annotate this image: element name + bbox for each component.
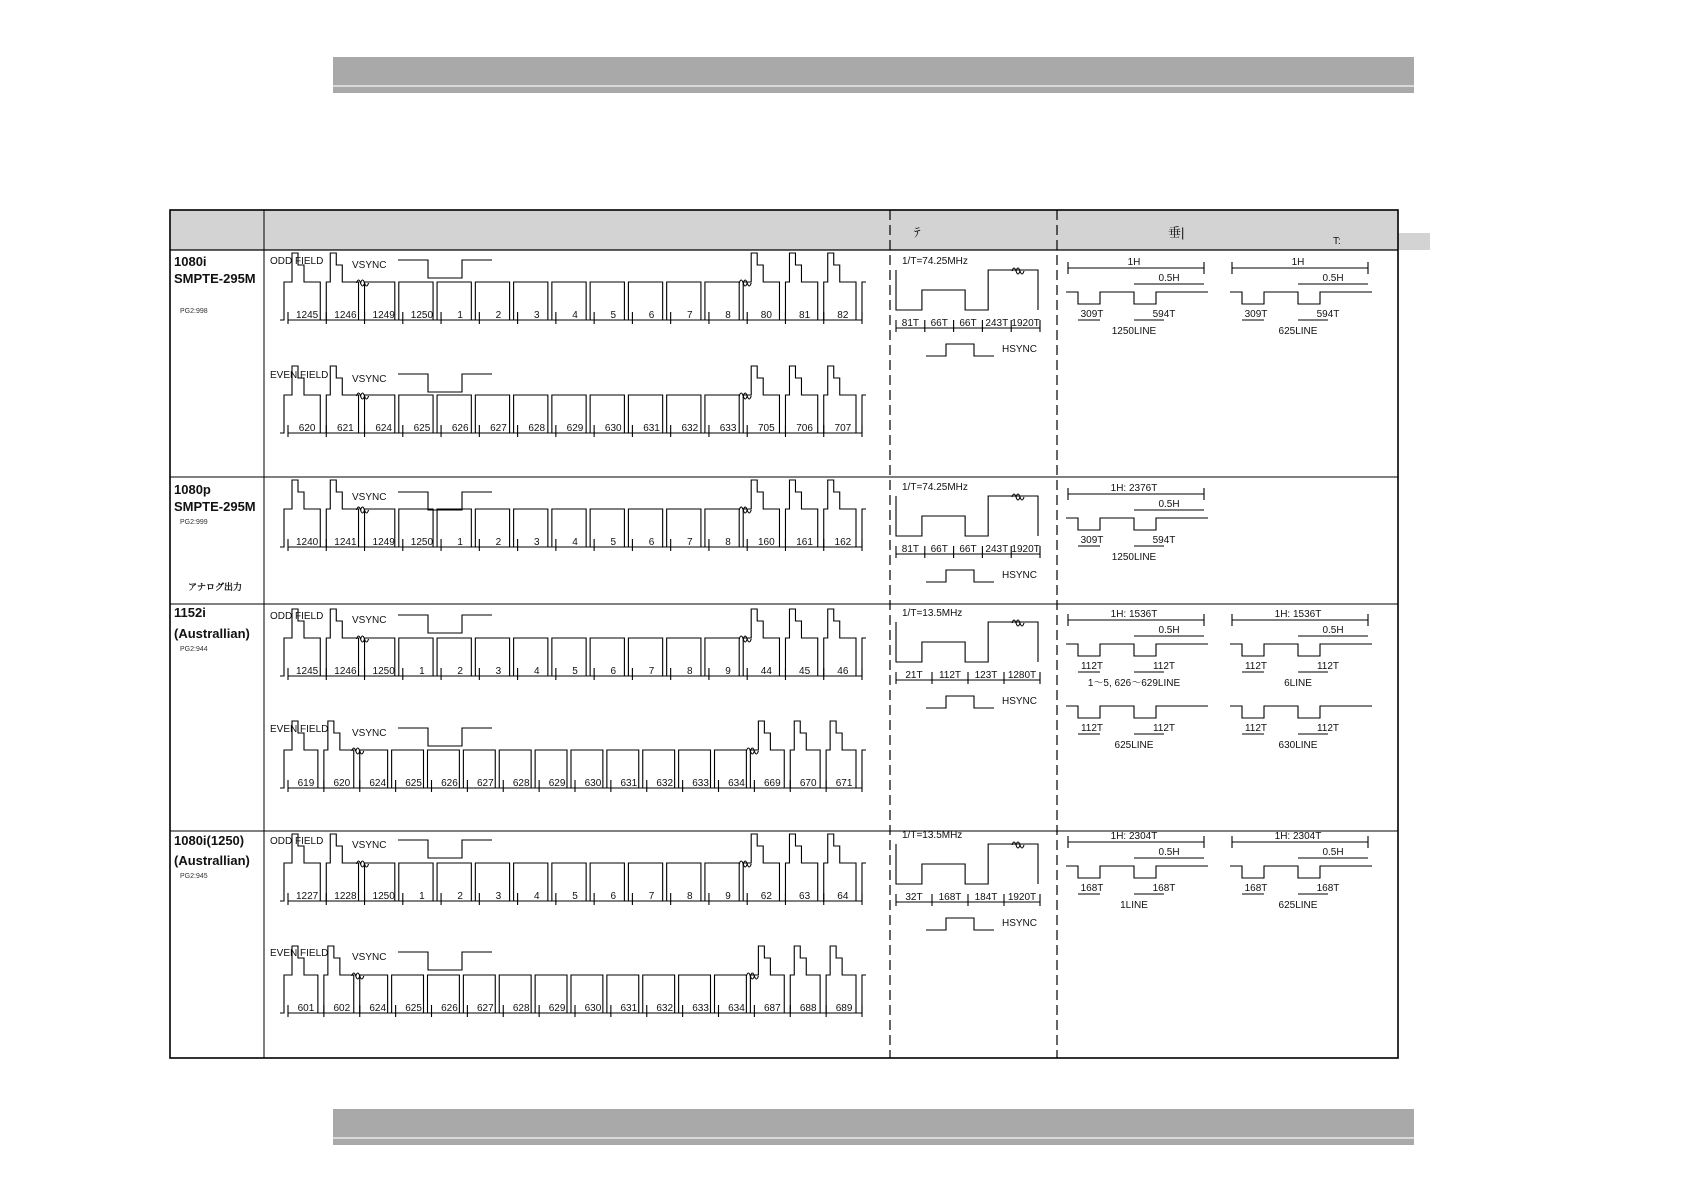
line-caption: 625LINE — [1278, 900, 1318, 911]
pulse-width-label: 594T — [1152, 535, 1176, 546]
line-number-label: 9 — [725, 666, 731, 677]
equalizing-waveform — [1230, 644, 1372, 656]
row-label-2 — [174, 482, 256, 526]
period-label: 1H: 2304T — [1274, 831, 1322, 842]
line-number-label: 3 — [495, 891, 502, 902]
line-number-label: 628 — [512, 778, 530, 789]
header-col4-sublabel: T: — [1333, 236, 1341, 247]
horizontal-timing-row-4 — [896, 830, 1040, 930]
line-number-label: 631 — [620, 1003, 638, 1014]
row-title-line1: 1080i(1250) — [174, 833, 245, 848]
segment-label: 32T — [905, 892, 923, 903]
pulse-width-label: 112T — [1152, 723, 1176, 734]
period-label: 1H — [1291, 257, 1305, 268]
line-number-label: 621 — [337, 423, 354, 434]
line-number-label: 620 — [298, 423, 316, 434]
line-number-label: 670 — [799, 778, 817, 789]
line-number-label: 625 — [405, 778, 422, 789]
vsync-label: VSYNC — [352, 728, 387, 739]
line-number-label: 628 — [528, 423, 546, 434]
break-mark — [1012, 268, 1024, 274]
row-title-line1: 1080i — [174, 254, 207, 269]
line-number-label: 705 — [757, 423, 775, 434]
period-label: 1H: 2376T — [1110, 483, 1158, 494]
break-mark — [1012, 620, 1024, 626]
line-number-label: 9 — [725, 891, 731, 902]
pulse-width-label: 112T — [1080, 661, 1104, 672]
equalizing-waveform — [1230, 866, 1372, 878]
segment-label: 243T — [985, 544, 1009, 555]
field-label: EVEN FIELD — [270, 724, 329, 735]
line-number-label: 626 — [441, 778, 458, 789]
line-number-label: 1245 — [296, 666, 319, 677]
line-number-label: 2 — [495, 310, 502, 321]
half-period-label: 0.5H — [1322, 847, 1344, 858]
row-page-ref: PG2:999 — [180, 519, 208, 526]
segment-label: 66T — [930, 318, 948, 329]
line-number-label: 62 — [760, 891, 772, 902]
vsync-label: VSYNC — [352, 260, 387, 271]
period-label: 1H — [1127, 257, 1141, 268]
line-number-label: 1249 — [372, 310, 395, 321]
line-number-label: 8 — [725, 537, 731, 548]
segment-label: 66T — [959, 318, 977, 329]
line-number-label: 5 — [610, 310, 617, 321]
segment-label: 1280T — [1007, 670, 1037, 681]
pulse-width-label: 309T — [1080, 535, 1104, 546]
pulse-width-label: 168T — [1316, 883, 1340, 894]
line-number-label: 160 — [757, 537, 775, 548]
line-caption: 1LINE — [1120, 900, 1148, 911]
header-col4-label: 垂| — [1168, 225, 1185, 240]
pulse-width-label: 168T — [1152, 883, 1176, 894]
line-number-label: 633 — [692, 778, 709, 789]
line-number-label: 6 — [648, 310, 655, 321]
segment-label: 66T — [930, 544, 948, 555]
line-number-label: 631 — [620, 778, 638, 789]
line-number-label: 627 — [490, 423, 507, 434]
line-number-label: 6 — [610, 666, 617, 677]
line-caption: 1250LINE — [1111, 552, 1157, 563]
row-title-line2: SMPTE-295M — [174, 271, 256, 286]
hsync-pulse — [926, 344, 994, 356]
line-number-label: 81 — [799, 310, 811, 321]
line-number-label: 1250 — [372, 891, 395, 902]
line-number-label: 162 — [834, 537, 852, 548]
vsync-label: VSYNC — [352, 615, 387, 626]
equalizing-waveform — [1230, 706, 1372, 718]
vsync-pulse — [398, 615, 492, 633]
vertical-timing-row-4 — [270, 834, 866, 1017]
line-number-label: 1228 — [334, 891, 357, 902]
line-number-label: 64 — [837, 891, 849, 902]
line-number-label: 80 — [760, 310, 772, 321]
segment-label: 1920T — [1011, 544, 1040, 555]
equalizing-waveform — [1066, 292, 1208, 304]
clock-label: 1/T=13.5MHz — [902, 608, 963, 619]
row-label-1 — [174, 254, 256, 315]
pulse-width-label: 112T — [1316, 661, 1340, 672]
line-number-label: 689 — [835, 1003, 853, 1014]
equalizing-row-1 — [1066, 257, 1372, 337]
segment-label: 243T — [985, 318, 1009, 329]
break-mark — [739, 507, 751, 513]
equalizing-pulse-diagrams — [1066, 257, 1372, 911]
vsync-label: VSYNC — [352, 952, 387, 963]
segment-label: 1920T — [1011, 318, 1040, 329]
line-number-label: 602 — [333, 1003, 351, 1014]
field-label: EVEN FIELD — [270, 948, 329, 959]
row-title-line1: 1152i — [174, 605, 206, 620]
vsync-pulse — [398, 840, 492, 858]
header-col3-label: ﾃ — [914, 225, 921, 240]
line-number-label: 82 — [837, 310, 849, 321]
vsync-pulse — [398, 260, 492, 278]
pulse-width-label: 112T — [1080, 723, 1104, 734]
pulse-width-label: 309T — [1244, 309, 1268, 320]
horizontal-timing-row-1 — [896, 256, 1040, 356]
equalizing-waveform — [1230, 292, 1372, 304]
line-number-label: 1250 — [372, 666, 395, 677]
line-number-label: 619 — [297, 778, 315, 789]
line-number-label: 669 — [763, 778, 781, 789]
hsync-label: HSYNC — [1002, 344, 1038, 355]
vertical-timing-row-2 — [280, 480, 866, 551]
break-mark — [739, 280, 751, 286]
row-label-3 — [174, 605, 250, 653]
pulse-width-label: 168T — [1244, 883, 1268, 894]
hsync-waveform — [896, 496, 1038, 536]
line-number-label: 634 — [728, 778, 745, 789]
break-mark — [1012, 842, 1024, 848]
line-number-label: 625 — [405, 1003, 422, 1014]
line-number-label: 632 — [656, 1003, 674, 1014]
line-caption: 1～5, 626～629LINE — [1087, 678, 1181, 689]
row-title-line2: (Australlian) — [174, 626, 250, 641]
equalizing-waveform — [1066, 518, 1208, 530]
segment-label: 123T — [974, 670, 998, 681]
pulse-width-label: 112T — [1244, 723, 1268, 734]
line-number-label: 620 — [333, 778, 351, 789]
line-number-label: 63 — [799, 891, 811, 902]
line-number-label: 161 — [796, 537, 813, 548]
half-period-label: 0.5H — [1322, 273, 1344, 284]
hsync-pulse — [926, 696, 994, 708]
hsync-waveform — [896, 844, 1038, 884]
line-number-label: 671 — [835, 778, 853, 789]
pulse-width-label: 309T — [1080, 309, 1104, 320]
line-number-label: 706 — [796, 423, 813, 434]
line-number-label: 6 — [648, 537, 655, 548]
pulse-width-label: 112T — [1244, 661, 1268, 672]
hsync-waveform — [896, 270, 1038, 310]
line-number-label: 624 — [375, 423, 393, 434]
line-number-label: 6 — [610, 891, 617, 902]
line-number-label: 3 — [533, 537, 540, 548]
half-period-label: 0.5H — [1158, 273, 1180, 284]
vsync-label: VSYNC — [352, 374, 387, 385]
hsync-label: HSYNC — [1002, 570, 1038, 581]
line-number-label: 7 — [687, 537, 693, 548]
line-number-label: 630 — [604, 423, 622, 434]
break-mark — [746, 748, 758, 754]
line-number-label: 1249 — [372, 537, 395, 548]
segment-label: 1920T — [1007, 892, 1037, 903]
line-number-label: 2 — [457, 666, 463, 677]
vsync-pulse — [398, 492, 492, 510]
pulse-width-label: 594T — [1152, 309, 1176, 320]
line-number-label: 3 — [533, 310, 540, 321]
line-caption: 630LINE — [1278, 740, 1318, 751]
table-header-fill — [170, 210, 1398, 250]
hsync-label: HSYNC — [1002, 918, 1038, 929]
vertical-timing-diagrams — [270, 253, 866, 1017]
equalizing-row-4 — [1066, 831, 1372, 911]
line-number-label: 627 — [476, 778, 494, 789]
header-tab-fill — [1398, 233, 1430, 250]
pulse-width-label: 112T — [1152, 661, 1176, 672]
period-label: 1H: 1536T — [1110, 609, 1158, 620]
half-period-label: 0.5H — [1158, 847, 1180, 858]
line-number-label: 1246 — [334, 310, 357, 321]
line-number-label: 627 — [476, 1003, 494, 1014]
field-label: ODD FIELD — [270, 611, 324, 622]
row-page-ref: PG2:998 — [180, 308, 208, 315]
line-number-label: 1 — [457, 537, 463, 548]
segment-label: 66T — [959, 544, 977, 555]
horizontal-timing-diagrams — [896, 256, 1040, 930]
line-number-label: 633 — [719, 423, 737, 434]
line-number-label: 630 — [584, 1003, 602, 1014]
line-number-label: 1 — [419, 666, 425, 677]
clock-label: 1/T=74.25MHz — [902, 482, 968, 493]
row-title-line2: (Australlian) — [174, 853, 250, 868]
hsync-waveform — [896, 622, 1038, 662]
field-label: ODD FIELD — [270, 836, 324, 847]
line-number-label: 4 — [533, 891, 540, 902]
line-number-label: 4 — [572, 310, 578, 321]
line-number-label: 7 — [648, 666, 655, 677]
line-number-label: 1240 — [296, 537, 319, 548]
line-number-label: 2 — [495, 537, 502, 548]
line-number-label: 1250 — [410, 537, 434, 548]
line-number-label: 5 — [572, 666, 578, 677]
hsync-pulse — [926, 570, 994, 582]
line-number-label: 632 — [681, 423, 699, 434]
segment-label: 184T — [974, 892, 998, 903]
pulse-width-label: 112T — [1316, 723, 1340, 734]
line-number-label: 44 — [760, 666, 772, 677]
line-number-label: 633 — [692, 1003, 709, 1014]
equalizing-row-2 — [1066, 483, 1208, 563]
vsync-pulse — [398, 728, 492, 746]
line-number-label: 630 — [584, 778, 602, 789]
line-number-label: 7 — [648, 891, 655, 902]
break-mark — [739, 861, 751, 867]
line-number-label: 688 — [799, 1003, 817, 1014]
row-page-ref: PG2:944 — [180, 646, 208, 653]
line-number-label: 5 — [610, 537, 617, 548]
period-label: 1H: 1536T — [1274, 609, 1322, 620]
side-note-analog-output: アナログ出力 — [188, 582, 243, 592]
vsync-pulse — [398, 374, 492, 392]
horizontal-timing-row-3 — [896, 608, 1040, 708]
half-period-label: 0.5H — [1322, 625, 1344, 636]
vsync-label: VSYNC — [352, 492, 387, 503]
line-number-label: 1241 — [334, 537, 357, 548]
line-caption: 6LINE — [1284, 678, 1312, 689]
row-title-line1: 1080p — [174, 482, 211, 497]
break-mark — [739, 636, 751, 642]
line-number-label: 624 — [369, 778, 387, 789]
segment-label: 112T — [938, 670, 962, 681]
line-number-label: 1 — [457, 310, 463, 321]
line-number-label: 1227 — [296, 891, 319, 902]
line-number-label: 1 — [419, 891, 425, 902]
line-number-label: 8 — [687, 891, 693, 902]
equalizing-waveform — [1066, 866, 1208, 878]
line-number-label: 626 — [451, 423, 469, 434]
line-number-label: 634 — [728, 1003, 745, 1014]
line-number-label: 4 — [572, 537, 578, 548]
hsync-pulse — [926, 918, 994, 930]
row-title-line2: SMPTE-295M — [174, 499, 256, 514]
clock-label: 1/T=74.25MHz — [902, 256, 968, 267]
equalizing-waveform — [1066, 644, 1208, 656]
line-caption: 1250LINE — [1111, 326, 1157, 337]
row-label-4 — [174, 833, 250, 880]
line-number-label: 8 — [725, 310, 731, 321]
half-period-label: 0.5H — [1158, 499, 1180, 510]
equalizing-row-3 — [1066, 609, 1372, 751]
line-number-label: 625 — [413, 423, 431, 434]
line-number-label: 4 — [533, 666, 540, 677]
line-number-label: 687 — [763, 1003, 781, 1014]
line-number-label: 624 — [369, 1003, 387, 1014]
line-number-label: 626 — [441, 1003, 458, 1014]
segment-label: 81T — [901, 544, 920, 555]
half-period-label: 0.5H — [1158, 625, 1180, 636]
table-frame — [170, 210, 1398, 1058]
line-number-label: 2 — [457, 891, 463, 902]
field-label: ODD FIELD — [270, 256, 324, 267]
line-number-label: 1250 — [410, 310, 434, 321]
horizontal-timing-row-2 — [896, 482, 1040, 582]
line-number-label: 707 — [834, 423, 852, 434]
break-mark — [746, 973, 758, 979]
vertical-timing-row-3 — [270, 609, 866, 792]
segment-label: 21T — [905, 670, 923, 681]
line-number-label: 629 — [548, 1003, 566, 1014]
break-mark — [739, 393, 751, 399]
line-number-label: 631 — [643, 423, 660, 434]
line-caption: 625LINE — [1278, 326, 1318, 337]
row-page-ref: PG2:945 — [180, 873, 208, 880]
vsync-pulse — [398, 952, 492, 970]
period-label: 1H: 2304T — [1110, 831, 1158, 842]
pulse-width-label: 594T — [1316, 309, 1340, 320]
vertical-timing-row-1 — [270, 253, 866, 437]
pulse-width-label: 168T — [1080, 883, 1104, 894]
line-caption: 625LINE — [1114, 740, 1154, 751]
vsync-label: VSYNC — [352, 840, 387, 851]
line-number-label: 629 — [566, 423, 584, 434]
equalizing-waveform — [1066, 706, 1208, 718]
line-number-label: 1245 — [296, 310, 319, 321]
line-number-label: 7 — [687, 310, 693, 321]
hsync-label: HSYNC — [1002, 696, 1038, 707]
field-label: EVEN FIELD — [270, 370, 329, 381]
line-number-label: 45 — [799, 666, 811, 677]
segment-label: 81T — [901, 318, 920, 329]
line-number-label: 601 — [297, 1003, 315, 1014]
break-mark — [1012, 494, 1024, 500]
line-number-label: 1246 — [334, 666, 357, 677]
line-number-label: 5 — [572, 891, 578, 902]
line-number-label: 629 — [548, 778, 566, 789]
segment-label: 168T — [938, 892, 962, 903]
line-number-label: 8 — [687, 666, 693, 677]
clock-label: 1/T=13.5MHz — [902, 830, 963, 841]
line-number-label: 632 — [656, 778, 674, 789]
line-number-label: 46 — [837, 666, 849, 677]
line-number-label: 628 — [512, 1003, 530, 1014]
line-number-label: 3 — [495, 666, 502, 677]
